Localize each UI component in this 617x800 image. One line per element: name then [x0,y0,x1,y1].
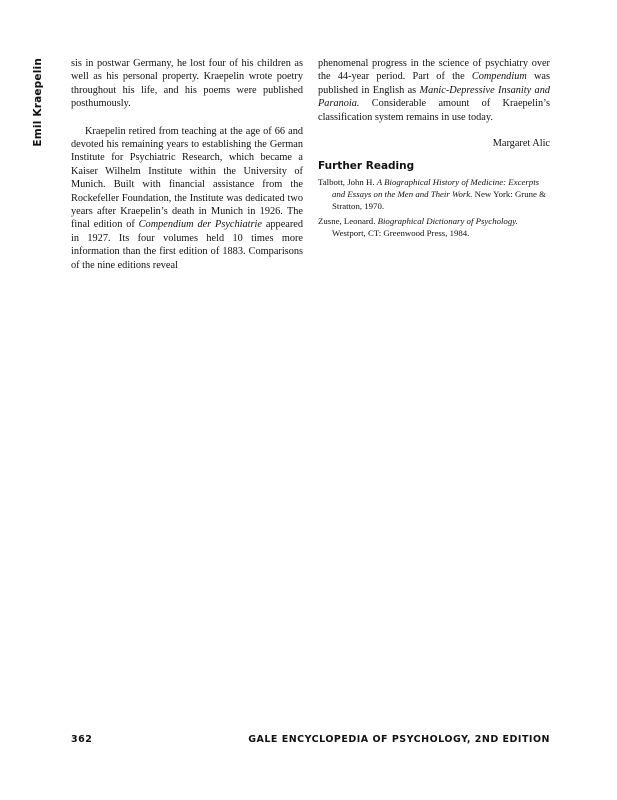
reference-item [318,215,550,239]
reference-publisher: Westport, CT: Greenwood Press, 1984. [332,228,470,239]
paragraph-text: phenomenal progress in the science of psychiatry over the 44-year period. Part of the [318,58,550,83]
italic-title: Compendium der Psychiatrie [138,219,262,231]
paragraph [71,125,303,272]
author-signature: Margaret Alic [492,138,550,150]
reference-item [318,176,550,212]
page-number: 362 [71,734,93,745]
publication-title: GALE ENCYCLOPEDIA OF PSYCHOLOGY, 2ND EDITION [248,734,550,745]
paragraph-text: was published in English as [318,71,550,96]
right-column [318,57,550,239]
reference-publisher: New York: Grune & Stratton, 1970. [332,189,546,212]
running-head: Emil Kraepelin [32,58,44,147]
reference-author: Zusne, Leonard. [318,216,378,227]
paragraph [318,57,550,124]
paragraph-text: appeared in 1927. Its four volumes held 10 times more information than the first edition of 1883. Comparisons of the nine editions reveal [71,219,303,271]
paragraph-text: Considerable amount of Kraepelin’s classification system remains in use today. [318,98,550,123]
left-column [71,57,303,272]
italic-title: Compendium [471,71,527,83]
reference-title: Biographical Dictionary of Psychology. [377,216,518,227]
reference-author: Talbott, John H. [318,177,377,188]
italic-title: Manic-Depressive Insanity and Paranoia. [318,84,550,110]
paragraph-text: Kraepelin retired from teaching at the age of 66 and devoted his remaining years to establishing the German Institute for Psychiatric Research, which became a Kaiser Wilhelm Institute within the University of Munich. Built with financial assistance from the Rockefeller Foundation, the Institute was dedicated two years after Kraepelin’s death in Munich in 1926. The final edition of [71,125,303,231]
reference-title: A Biographical History of Medicine: Excerpts and Essays on the Men and Their Work. [332,177,540,200]
further-reading-heading: Further Reading [318,160,415,173]
paragraph: sis in postwar Germany, he lost four of his children as well as his personal property. Kraepelin wrote poetry throughout his life, and his poems were published posthumously. [71,58,303,110]
